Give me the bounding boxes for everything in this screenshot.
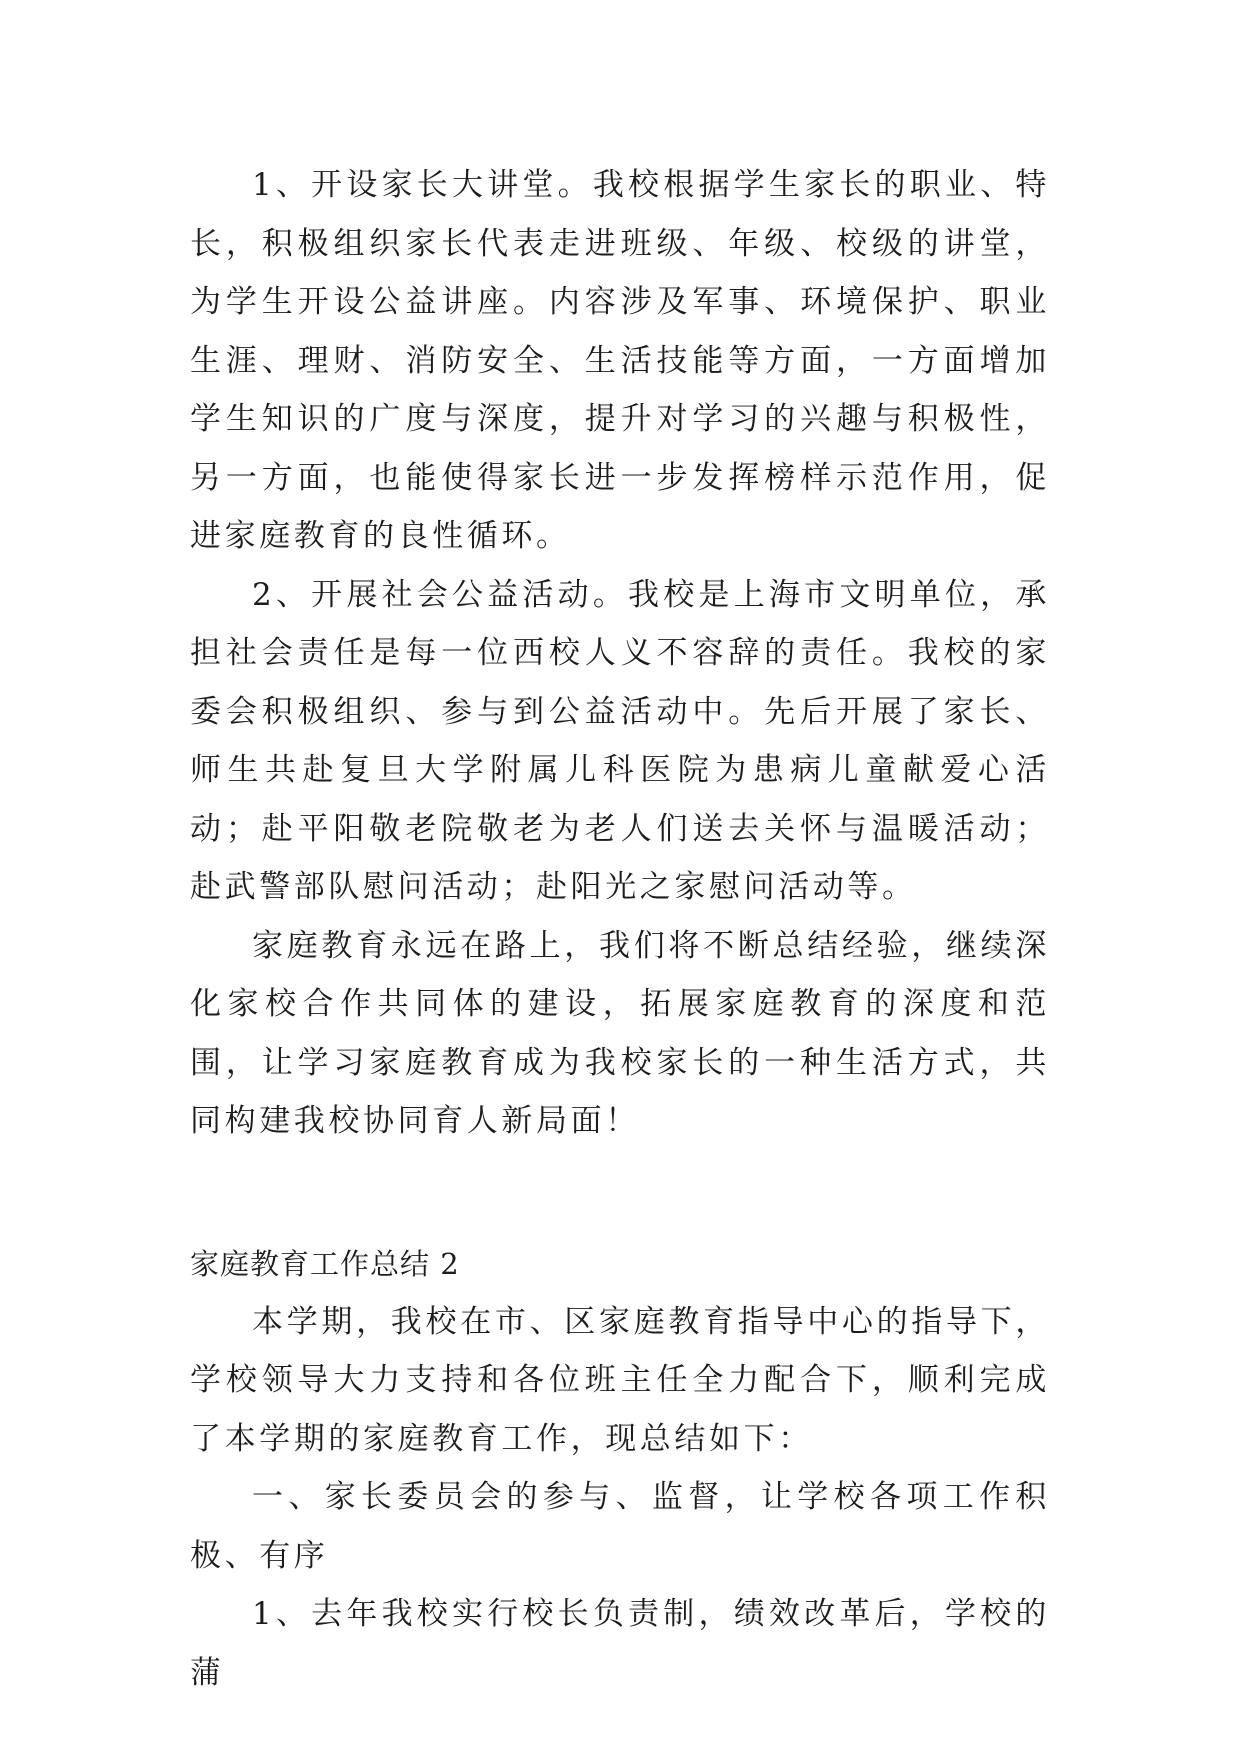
paragraph-conclusion: 家庭教育永远在路上，我们将不断总结经验，继续深化家校合作共同体的建设，拓展家庭教育的深度和范围，让学习家庭教育成为我校家长的一种生活方式，共同构建我校协同育人新局面！ [190,927,1050,1139]
paragraph-semester-intro: 本学期，我校在市、区家庭教育指导中心的指导下，学校领导大力支持和各位班主任全力配合下，顺利完成了本学期的家庭教育工作，现总结如下： [190,1303,1050,1457]
paragraph-public-welfare: 2、开展社会公益活动。我校是上海市文明单位，承担社会责任是每一位西校人义不容辞的责任。我校的家委会积极组织、参与到公益活动中。先后开展了家长、师生共赴复旦大学附属儿科医院为患病儿童献爱心活动；赴平阳敬老院敬老为老人们送去关怀与温暖活动；赴武警部队慰问活动；赴阳光之家慰问活动等。 [190,576,1050,905]
section-title: 家庭教育工作总结 2 [190,1246,460,1281]
paragraph-reform: 1、去年我校实行校长负责制，绩效改革后，学校的蒲 [190,1596,1050,1691]
document-body [190,156,1050,1702]
paragraph-committee-heading: 一、家长委员会的参与、监督，让学校各项工作积极、有序 [190,1479,1050,1574]
paragraph-parent-lectures: 1、开设家长大讲堂。我校根据学生家长的职业、特长，积极组织家长代表走进班级、年级、校级的讲堂，为学生开设公益讲座。内容涉及军事、环境保护、职业生涯、理财、消防安全、生活技能等方面，一方面增加学生知识的广度与深度，提升对学习的兴趣与积极性，另一方面，也能使得家长进一步发挥榜样示范作用，促进家庭教育的良性循环。 [190,167,1050,554]
